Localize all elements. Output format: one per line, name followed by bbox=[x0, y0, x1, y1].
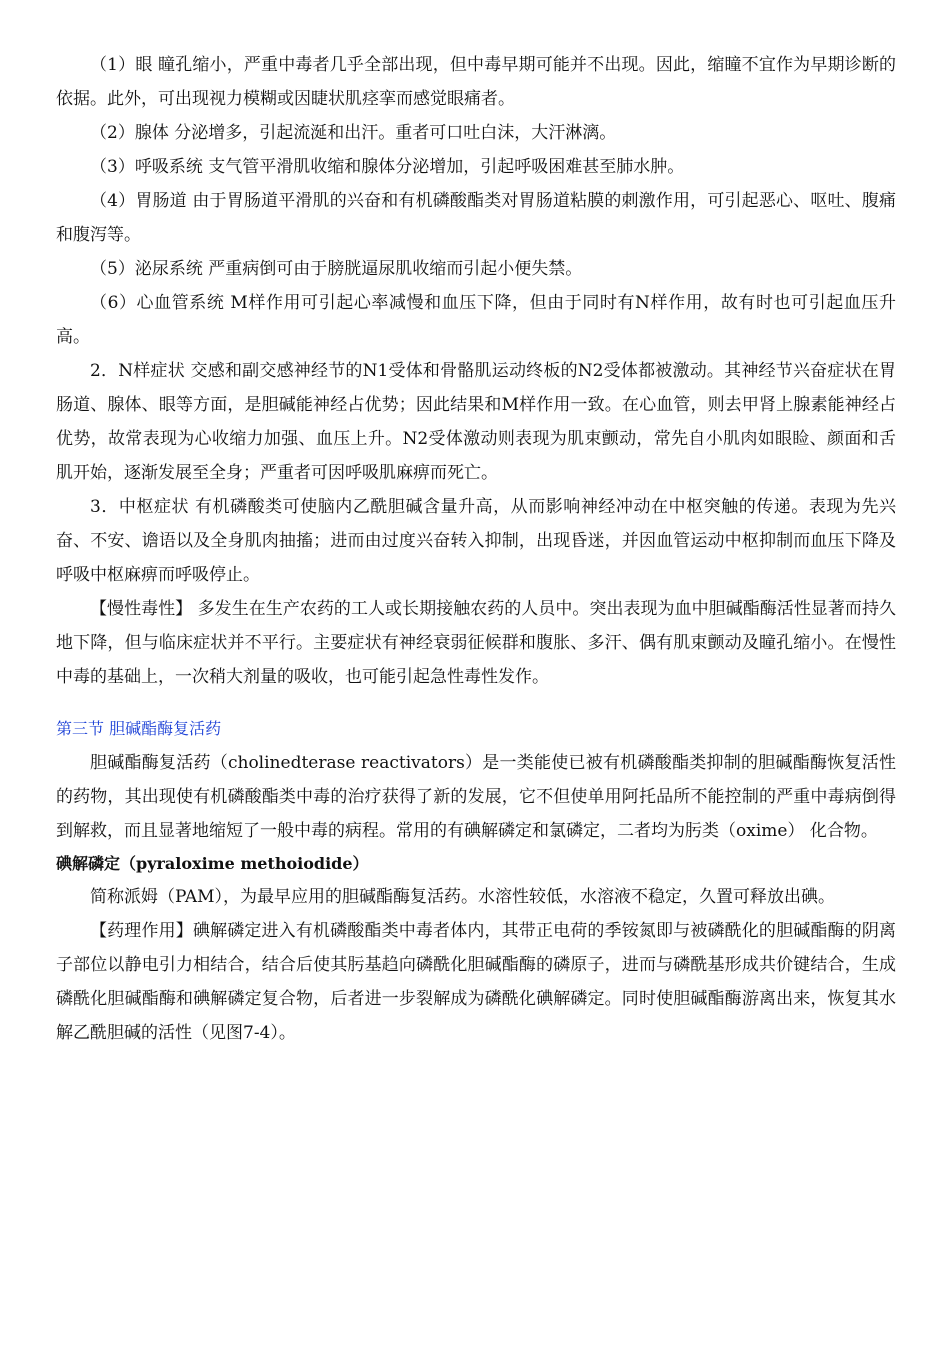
paragraph-n-symptoms: 2．N样症状 交感和副交感神经节的N1受体和骨骼肌运动终板的N2受体都被激动。其神经节兴奋症状在胃肠道、腺体、眼等方面，是胆碱能神经占优势；因此结果和M样作用一致。在心血管，则去甲肾上腺素能神经占优势，故常表现为心收缩力加强、血压上升。N2受体激动则表现为肌束颤动，常先自小肌肉如眼睑、颜面和舌肌开始，逐渐发展至全身；严重者可因呼吸肌麻痹而死亡。 bbox=[56, 361, 896, 483]
paragraph-gland: （2）腺体 分泌增多，引起流涎和出汗。重者可口吐白沫，大汗淋漓。 bbox=[90, 123, 617, 143]
paragraph-respiratory: （3）呼吸系统 支气管平滑肌收缩和腺体分泌增加，引起呼吸困难甚至肺水肿。 bbox=[90, 157, 685, 177]
paragraph-drug-intro: 简称派姆（PAM），为最早应用的胆碱酯酶复活药。水溶性较低，水溶液不稳定，久置可释放出碘。 bbox=[90, 887, 836, 907]
paragraph-pharmacology: 【药理作用】碘解磷定进入有机磷酸酯类中毒者体内，其带正电荷的季铵氮即与被磷酰化的胆碱酯酶的阴离子部位以静电引力相结合，结合后使其肟基趋向磷酰化胆碱酯酶的磷原子，进而与磷酰基形成共价键结合，生成磷酰化胆碱酯酶和碘解磷定复合物，后者进一步裂解成为磷酰化碘解磷定。同时使胆碱酯酶游离出来，恢复其水解乙酰胆碱的活性（见图7-4）。 bbox=[56, 921, 896, 1043]
paragraph-cardiovascular: （6）心血管系统 M样作用可引起心率减慢和血压下降，但由于同时有N样作用，故有时也可引起血压升高。 bbox=[56, 293, 896, 347]
drug-title: 碘解磷定（pyraloxime methoiodide） bbox=[56, 854, 369, 873]
document-page bbox=[56, 48, 896, 1050]
paragraph-section-intro: 胆碱酯酶复活药（cholinedterase reactivators）是一类能使已被有机磷酸酯类抑制的胆碱酯酶恢复活性的药物，其出现使有机磷酸酯类中毒的治疗获得了新的发展，它不但使单用阿托品所不能控制的严重中毒病倒得到解救，而且显著地缩短了一般中毒的病程。常用的有碘解磷定和氯磷定，二者均为肟类（oxime） 化合物。 bbox=[56, 753, 896, 841]
paragraph-eye: （1）眼 瞳孔缩小，严重中毒者几乎全部出现，但中毒早期可能并不出现。因此，缩瞳不宜作为早期诊断的依据。此外，可出现视力模糊或因睫状肌痉挛而感觉眼痛者。 bbox=[56, 55, 896, 109]
paragraph-urinary: （5）泌尿系统 严重病倒可由于膀胱逼尿肌收缩而引起小便失禁。 bbox=[90, 259, 583, 279]
paragraph-chronic-toxicity: 【慢性毒性】 多发生在生产农药的工人或长期接触农药的人员中。突出表现为血中胆碱酯酶活性显著而持久地下降，但与临床症状并不平行。主要症状有神经衰弱征候群和腹胀、多汗、偶有肌束颤动及瞳孔缩小。在慢性中毒的基础上，一次稍大剂量的吸收，也可能引起急性毒性发作。 bbox=[56, 599, 896, 687]
paragraph-central-symptoms: 3．中枢症状 有机磷酸类可使脑内乙酰胆碱含量升高，从而影响神经冲动在中枢突触的传递。表现为先兴奋、不安、谵语以及全身肌肉抽搐；进而由过度兴奋转入抑制，出现昏迷，并因血管运动中枢抑制而血压下降及呼吸中枢麻痹而呼吸停止。 bbox=[56, 497, 896, 585]
section-title-link[interactable]: 第三节 胆碱酯酶复活药 bbox=[56, 719, 222, 738]
paragraph-gastrointestinal: （4）胃肠道 由于胃肠道平滑肌的兴奋和有机磷酸酯类对胃肠道粘膜的刺激作用，可引起恶心、呕吐、腹痛和腹泻等。 bbox=[56, 191, 896, 245]
section-spacer bbox=[56, 694, 896, 712]
